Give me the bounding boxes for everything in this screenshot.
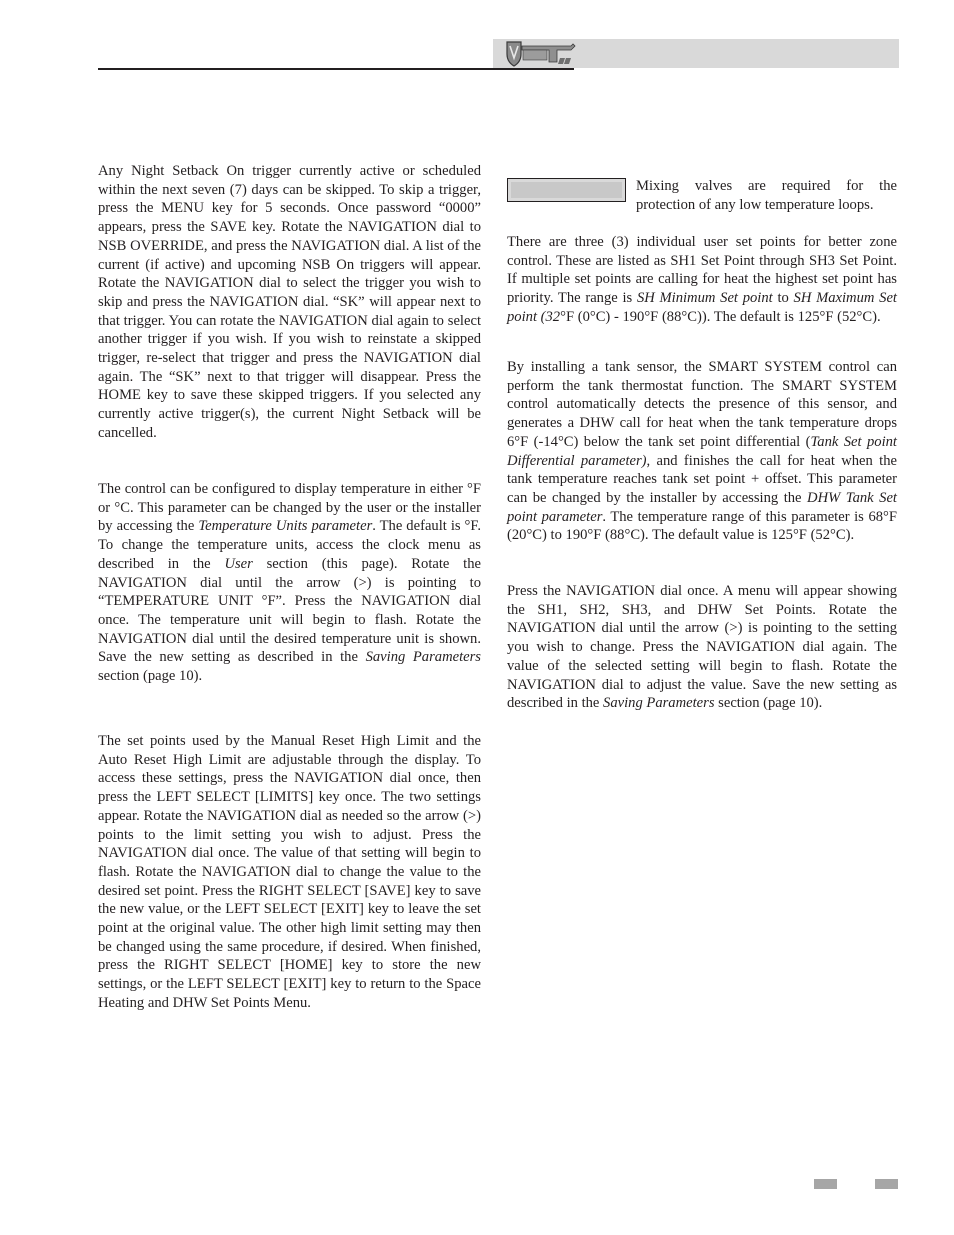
tank-sensor-paragraph: By installing a tank sensor, the SMART SYSTEM control can perform the tank thermostat function. The SMART SYSTEM control automatically detects the presence of this sensor, and generates a DHW call for heat when the tank temperature drops 6°F (-14°C) below the tank set point differential (Tank Set point Differential parameter), and finishes the call for heat when the tank temperature reaches tank set point + offset. This parameter can be changed by the installer by accessing the DHW Tank Set point parameter. The temperature range of this parameter is 68°F (20°C) to 190°F (88°C). The default value is 125°F (52°C). <box>507 359 897 544</box>
warning-label <box>507 178 626 202</box>
night-setback-override-paragraph: Any Night Setback On trigger currently active or scheduled within the next seven (7) days can be skipped. To skip a trigger, press the MENU key for 5 seconds. Once password “0000” appears, press the SAVE key. Rotate the NAVIGATION dial to NSB OVERRIDE, and press the NAVIGATION dial. A list of the current (if active) and upcoming NSB On triggers will appear. Rotate the NAVIGATION dial to select the trigger you wish to skip and press the NAVIGATION dial. “SK” will appear next to that trigger. You can rotate the NAVIGATION dial again to select another trigger if you wish. If you wish to reinstate a skipped trigger, re-select that trigger and press the NAVIGATION dial again. The “SK” next to that trigger will disappear. Press the HOME key to save these skipped triggers. If you selected any currently active trigger(s), the current Night Setback will be cancelled. <box>98 163 481 441</box>
warning-label-fill <box>511 182 622 198</box>
temperature-units-paragraph: The control can be configured to display temperature in either °F or °C. This parameter can be changed by the user or the installer by accessing the Temperature Units parameter. The default is °F. To change the temperature units, access the clock menu as described in the User section (this page). Rotate the NAVIGATION dial until the arrow (>) is pointing to “TEMPERATURE UNIT °F”. Press the NAVIGATION dial once. The temperature unit will begin to flash. Rotate the NAVIGATION dial until the desired temperature unit is shown. Save the new setting as described in the Saving Parameters section (page 10). <box>98 481 481 685</box>
user-set-points-paragraph: There are three (3) individual user set points for better zone control. These are listed as SH1 Set Point through SH3 Set Point. If multiple set points are calling for heat the highest set point has priority. The range is SH Minimum Set point to SH Maximum Set point (32°F (0°C) - 190°F (88°C)). The default is 125°F (52°C). <box>507 234 897 325</box>
knight-xl-shield-logo-icon <box>505 40 577 68</box>
change-set-points-paragraph: Press the NAVIGATION dial once. A menu will appear showing the SH1, SH2, SH3, and DHW Set Points. Rotate the NAVIGATION dial until the arrow (>) is pointing to the setting you wish to change. Press the NAVIGATION dial again. The value of the selected setting will begin to flash. Rotate the NAVIGATION dial to adjust the value. Save the new setting as described in the Saving Parameters section (page 10). <box>507 583 897 712</box>
mixing-valves-warning-text: Mixing valves are required for the protection of any low temperature loops. <box>636 178 897 213</box>
high-limit-setpoints-paragraph: The set points used by the Manual Reset High Limit and the Auto Reset High Limit are adjustable through the display. To access these settings, press the NAVIGATION dial once, then press the LEFT SELECT [LIMITS] key once. The two settings appear. Rotate the NAVIGATION dial as needed so the arrow (>) points to the limit setting you wish to adjust. Press the NAVIGATION dial once. The value of that setting will begin to flash. Rotate the NAVIGATION dial to change the value to the desired set point. Press the RIGHT SELECT [SAVE] key to save the new value, or the LEFT SELECT [EXIT] key to leave the set point at the original value. The other high limit setting may then be changed using the same procedure, if desired. When finished, press the RIGHT SELECT [HOME] key to store the new settings, or the LEFT SELECT [EXIT] key to return to the Space Heating and DHW Set Points Menu. <box>98 733 481 1011</box>
footer-tab-right <box>875 1179 898 1189</box>
footer-tab-left <box>814 1179 837 1189</box>
header-rule <box>98 68 574 70</box>
